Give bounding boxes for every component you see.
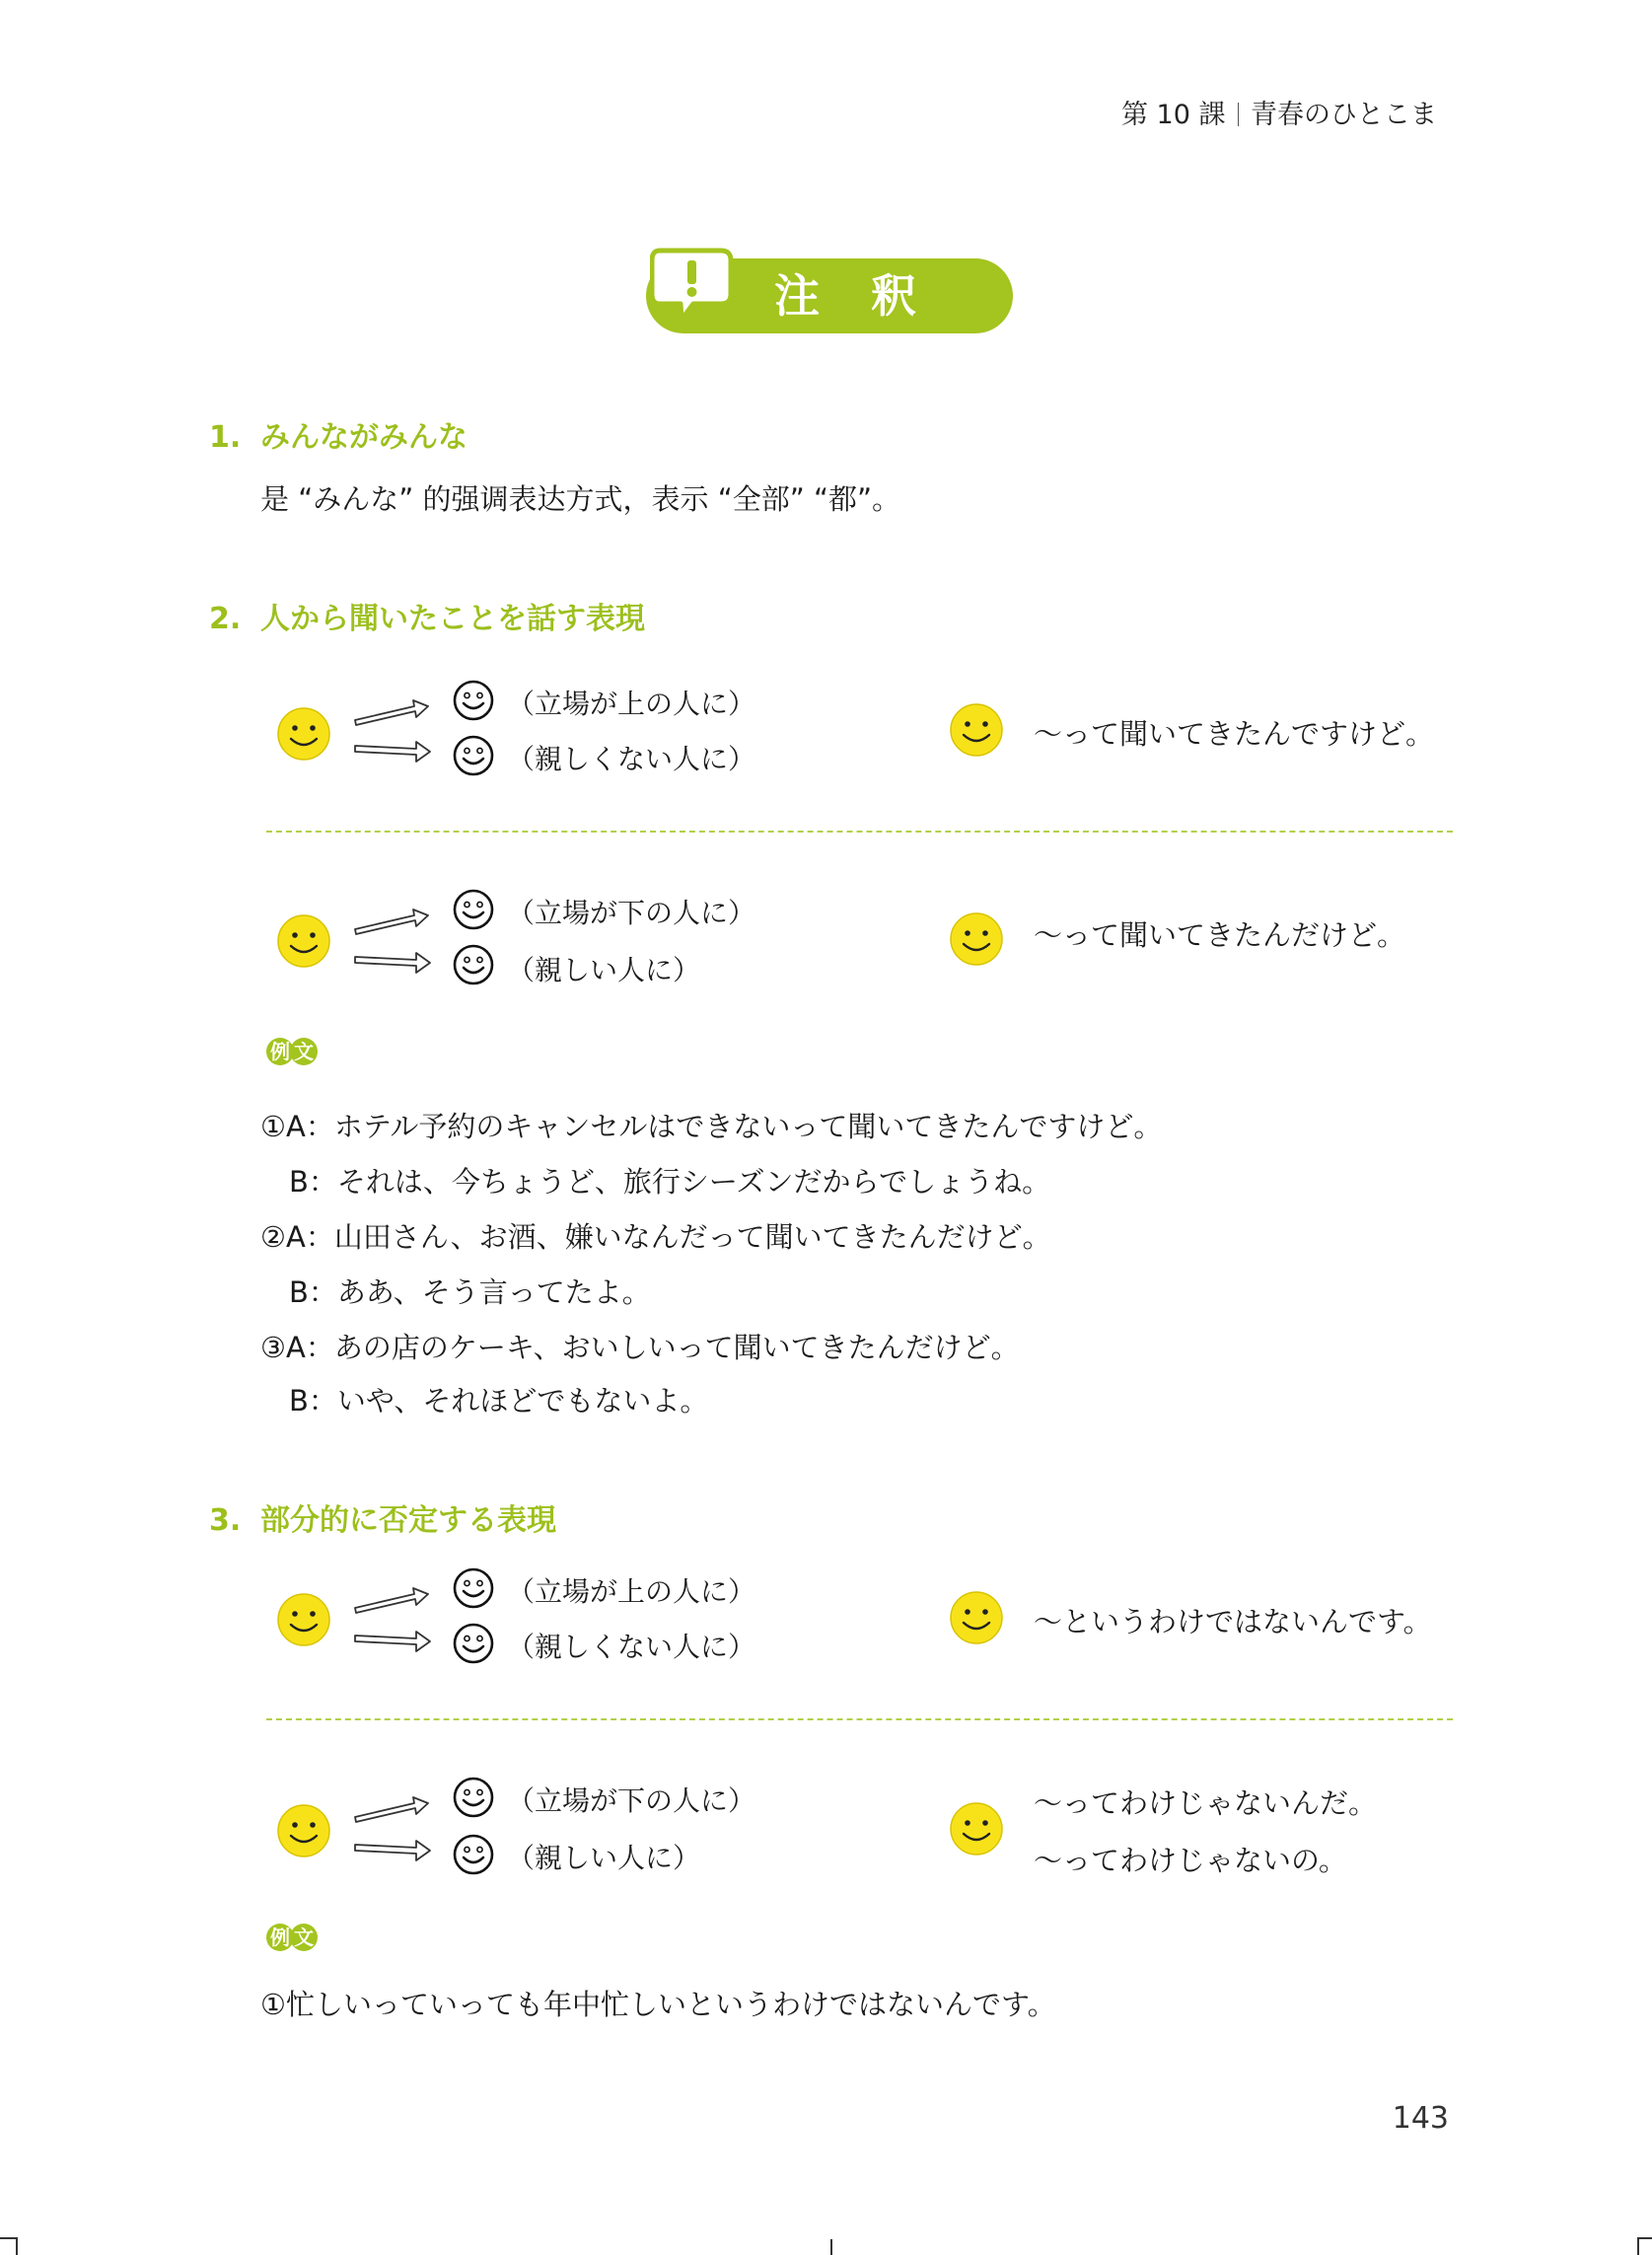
section-number: 3. — [209, 1503, 242, 1538]
smiley-yellow-icon — [276, 1592, 331, 1647]
running-header — [1121, 93, 1437, 131]
arrow-right-icon — [353, 736, 432, 767]
crop-mark — [1637, 2237, 1639, 2255]
crop-mark — [830, 2239, 832, 2255]
smiley-outline-icon — [452, 734, 495, 777]
crop-mark — [1637, 2237, 1652, 2239]
relation-label: （立場が上の人に） — [507, 688, 756, 720]
example-line: B：いや、それほどでもないよ。 — [260, 1384, 709, 1418]
relation-label: （立場が下の人に） — [507, 1784, 756, 1817]
example-line: ②A：山田さん、お酒、嫌いなんだって聞いてきたんだけど。 — [260, 1220, 1051, 1254]
relation-label: （親しくない人に） — [507, 743, 756, 775]
section-number: 1. — [209, 420, 242, 455]
example-badge — [266, 1924, 327, 1955]
divider — [266, 1718, 1453, 1720]
arrow-right-icon — [353, 1835, 432, 1866]
arrow-right-icon — [353, 1578, 432, 1618]
section-2-title — [209, 594, 645, 637]
expression-phrase: ～って聞いてきたんだけど。 — [1034, 918, 1406, 952]
smiley-yellow-icon — [276, 913, 331, 969]
example-line: ①忙しいっていっても年中忙しいというわけではないんです。 — [260, 1988, 1056, 2021]
example-line: ③A：あの店のケーキ、おいしいって聞いてきたんだけど。 — [260, 1331, 1020, 1364]
section-3-title — [209, 1495, 556, 1539]
speech-bubble-exclamation-icon — [650, 247, 737, 326]
banner-title: 注 釈 — [774, 269, 935, 323]
expression-phrase: ～ってわけじゃないんだ。 — [1034, 1786, 1378, 1820]
crop-mark — [16, 2237, 18, 2255]
lesson-title: 青春のひとこま — [1251, 100, 1437, 130]
expression-phrase: ～って聞いてきたんですけど。 — [1034, 717, 1435, 751]
example-badge — [266, 1038, 327, 1069]
relation-label: （立場が上の人に） — [507, 1575, 756, 1608]
smiley-yellow-icon — [949, 1590, 1004, 1645]
arrow-right-icon — [353, 691, 432, 730]
smiley-outline-icon — [452, 1622, 495, 1665]
badge-char: 例 — [266, 1924, 294, 1951]
section-heading: みんながみんな — [260, 420, 467, 455]
notes-banner — [646, 247, 1013, 337]
example-line: B：ああ、そう言ってたよ。 — [260, 1275, 651, 1309]
section-1-title — [209, 412, 467, 456]
example-line: ①A：ホテル予約のキャンセルはできないって聞いてきたんですけど。 — [260, 1110, 1163, 1143]
divider — [266, 831, 1453, 833]
section-heading: 部分的に否定する表現 — [260, 1503, 556, 1538]
example-line: B：それは、今ちょうど、旅行シーズンだからでしょうね。 — [260, 1165, 1051, 1199]
arrow-right-icon — [353, 900, 432, 939]
page-number: 143 — [1392, 2101, 1449, 2136]
section-number: 2. — [209, 602, 242, 636]
badge-char: 文 — [290, 1924, 318, 1951]
section-1-body: 是 “みんな” 的强调表达方式，表示 “全部” “都”。 — [260, 482, 901, 516]
header-divider — [1238, 103, 1240, 126]
smiley-outline-icon — [452, 888, 495, 931]
badge-char: 文 — [290, 1038, 318, 1065]
smiley-outline-icon — [452, 1566, 495, 1610]
smiley-outline-icon — [452, 1776, 495, 1819]
arrow-right-icon — [353, 1626, 432, 1657]
smiley-yellow-icon — [276, 1803, 331, 1858]
lesson-number: 第 10 課 — [1120, 100, 1226, 130]
crop-mark — [0, 2237, 16, 2239]
smiley-yellow-icon — [276, 706, 331, 762]
arrow-right-icon — [353, 1787, 432, 1827]
relation-label: （親しい人に） — [507, 954, 701, 986]
relation-label: （立場が下の人に） — [507, 897, 756, 929]
expression-phrase: ～ってわけじゃないの。 — [1034, 1844, 1347, 1877]
smiley-yellow-icon — [949, 1801, 1004, 1856]
smiley-outline-icon — [452, 1833, 495, 1876]
smiley-outline-icon — [452, 943, 495, 986]
relation-label: （親しい人に） — [507, 1842, 701, 1874]
smiley-outline-icon — [452, 679, 495, 722]
expression-phrase: ～というわけではないんです。 — [1034, 1605, 1432, 1638]
smiley-yellow-icon — [949, 702, 1004, 758]
arrow-right-icon — [353, 947, 432, 979]
relation-label: （親しくない人に） — [507, 1631, 756, 1663]
section-heading: 人から聞いたことを話す表現 — [260, 602, 645, 636]
smiley-yellow-icon — [949, 911, 1004, 967]
badge-char: 例 — [266, 1038, 294, 1065]
